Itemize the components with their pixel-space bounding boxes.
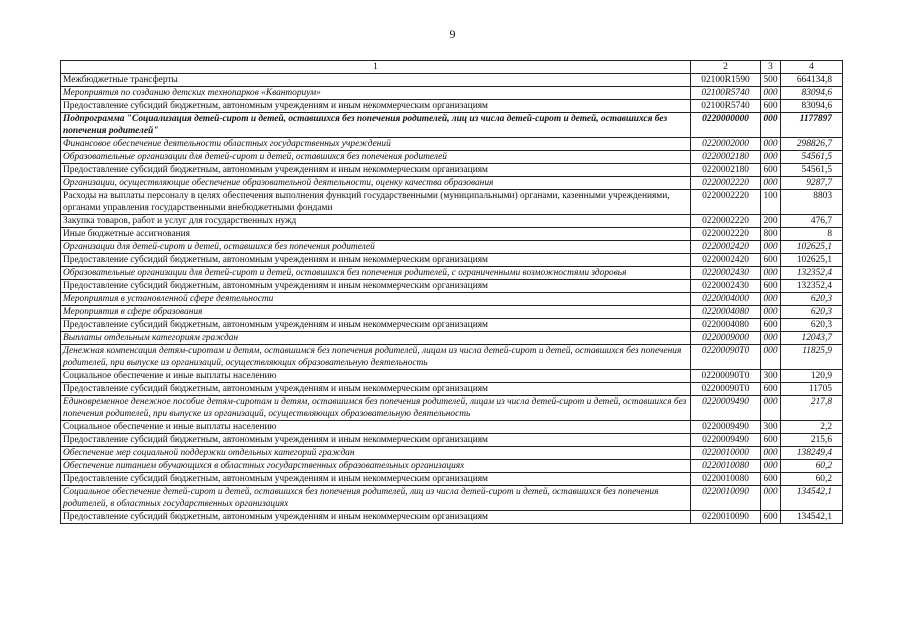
row-expense-type-cell: 000 [761, 306, 781, 319]
row-code-cell: 0220010090 [691, 511, 761, 524]
row-amount-cell: 120,9 [781, 370, 843, 383]
table-row [61, 434, 843, 447]
table-row [61, 332, 843, 345]
row-code-cell: 0220002220 [691, 228, 761, 241]
row-expense-type-cell: 000 [761, 138, 781, 151]
table-row [61, 87, 843, 100]
row-expense-type-cell: 000 [761, 293, 781, 306]
row-code-cell: 0220002430 [691, 267, 761, 280]
row-code-cell: 0220002180 [691, 164, 761, 177]
table-row [61, 345, 843, 370]
row-expense-type-cell: 000 [761, 87, 781, 100]
table-row [61, 151, 843, 164]
row-expense-type-cell: 000 [761, 177, 781, 190]
row-code-cell: 0220010090 [691, 486, 761, 511]
row-name-cell: Выплаты отдельным категориям граждан [61, 332, 691, 345]
table-row [61, 177, 843, 190]
row-code-cell: 0220009490 [691, 434, 761, 447]
table-row [61, 241, 843, 254]
table-row [61, 280, 843, 293]
row-expense-type-cell: 000 [761, 241, 781, 254]
row-name-cell: Предоставление субсидий бюджетным, автономным учреждениям и иным некоммерческим организациям [61, 383, 691, 396]
row-expense-type-cell: 600 [761, 383, 781, 396]
row-code-cell: 0220000000 [691, 113, 761, 138]
table-row [61, 511, 843, 524]
table-row [61, 215, 843, 228]
table-row [61, 228, 843, 241]
row-amount-cell: 134542,1 [781, 511, 843, 524]
header-col-2: 2 [691, 61, 761, 74]
row-name-cell: Предоставление субсидий бюджетным, автономным учреждениям и иным некоммерческим организациям [61, 434, 691, 447]
row-amount-cell: 620,3 [781, 293, 843, 306]
table-row [61, 267, 843, 280]
row-expense-type-cell: 000 [761, 396, 781, 421]
row-expense-type-cell: 800 [761, 228, 781, 241]
row-name-cell: Предоставление субсидий бюджетным, автономным учреждениям и иным некоммерческим организациям [61, 319, 691, 332]
row-amount-cell: 11705 [781, 383, 843, 396]
row-code-cell: 0220004080 [691, 319, 761, 332]
row-code-cell: 0220002220 [691, 177, 761, 190]
row-amount-cell: 132352,4 [781, 280, 843, 293]
table-row [61, 473, 843, 486]
row-name-cell: Организации для детей-сирот и детей, оставшихся без попечения родителей [61, 241, 691, 254]
row-expense-type-cell: 000 [761, 332, 781, 345]
header-col-1: 1 [61, 61, 691, 74]
row-amount-cell: 102625,1 [781, 254, 843, 267]
row-name-cell: Денежная компенсация детям-сиротам и детям, оставшимся без попечения родителей, лицам из числа детей-сирот и детей, оставшихся без попечения родителей, при выпуске из организаций, осуществляющих образовательную деятельность [61, 345, 691, 370]
row-code-cell: 0220009000 [691, 332, 761, 345]
budget-table-body [61, 61, 843, 524]
row-code-cell: 0220010080 [691, 460, 761, 473]
row-amount-cell: 134542,1 [781, 486, 843, 511]
header-row [61, 61, 843, 74]
table-row [61, 293, 843, 306]
row-code-cell: 02200090Т0 [691, 370, 761, 383]
row-name-cell: Образовательные организации для детей-сирот и детей, оставшихся без попечения родителей [61, 151, 691, 164]
row-expense-type-cell: 000 [761, 113, 781, 138]
row-code-cell: 02100R5740 [691, 87, 761, 100]
row-name-cell: Организации, осуществляющие обеспечение образовательной деятельности, оценку качества образования [61, 177, 691, 190]
row-amount-cell: 102625,1 [781, 241, 843, 254]
row-expense-type-cell: 100 [761, 190, 781, 215]
row-amount-cell: 83094,6 [781, 87, 843, 100]
row-expense-type-cell: 000 [761, 151, 781, 164]
row-name-cell: Мероприятия в установленной сфере деятельности [61, 293, 691, 306]
table-row [61, 306, 843, 319]
row-code-cell: 0220002420 [691, 241, 761, 254]
row-amount-cell: 298826,7 [781, 138, 843, 151]
row-code-cell: 0220009490 [691, 421, 761, 434]
row-amount-cell: 217,8 [781, 396, 843, 421]
row-amount-cell: 1177897 [781, 113, 843, 138]
row-code-cell: 02200090Т0 [691, 383, 761, 396]
row-code-cell: 0220002220 [691, 190, 761, 215]
row-code-cell: 0220002000 [691, 138, 761, 151]
row-amount-cell: 54561,5 [781, 151, 843, 164]
row-amount-cell: 132352,4 [781, 267, 843, 280]
row-code-cell: 0220004000 [691, 293, 761, 306]
row-name-cell: Финансовое обеспечение деятельности областных государственных учреждений [61, 138, 691, 151]
row-expense-type-cell: 000 [761, 267, 781, 280]
row-expense-type-cell: 600 [761, 511, 781, 524]
header-col-3: 3 [761, 61, 781, 74]
row-amount-cell: 11825,9 [781, 345, 843, 370]
row-name-cell: Расходы на выплаты персоналу в целях обеспечения выполнения функций государственными (муниципальными) органами, казенными учреждениями, органами управления государственными внебюджетными фондами [61, 190, 691, 215]
row-expense-type-cell: 600 [761, 254, 781, 267]
row-code-cell: 0220009490 [691, 396, 761, 421]
row-amount-cell: 8803 [781, 190, 843, 215]
header-col-4: 4 [781, 61, 843, 74]
table-row [61, 370, 843, 383]
row-expense-type-cell: 000 [761, 345, 781, 370]
row-amount-cell: 664134,8 [781, 74, 843, 87]
row-amount-cell: 60,2 [781, 473, 843, 486]
table-row [61, 113, 843, 138]
page-number: 9 [449, 27, 456, 41]
row-name-cell: Социальное обеспечение и иные выплаты населению [61, 370, 691, 383]
row-name-cell: Иные бюджетные ассигнования [61, 228, 691, 241]
row-expense-type-cell: 000 [761, 486, 781, 511]
row-amount-cell: 620,3 [781, 306, 843, 319]
row-code-cell: 0220010080 [691, 473, 761, 486]
row-amount-cell: 2,2 [781, 421, 843, 434]
row-code-cell: 0220002180 [691, 151, 761, 164]
table-row [61, 254, 843, 267]
row-amount-cell: 60,2 [781, 460, 843, 473]
table-row [61, 486, 843, 511]
row-expense-type-cell: 300 [761, 421, 781, 434]
row-name-cell: Предоставление субсидий бюджетным, автономным учреждениям и иным некоммерческим организациям [61, 511, 691, 524]
row-code-cell: 0220002420 [691, 254, 761, 267]
table-row [61, 396, 843, 421]
row-amount-cell: 620,3 [781, 319, 843, 332]
row-name-cell: Предоставление субсидий бюджетным, автономным учреждениям и иным некоммерческим организациям [61, 280, 691, 293]
row-amount-cell: 138249,4 [781, 447, 843, 460]
row-expense-type-cell: 600 [761, 164, 781, 177]
row-expense-type-cell: 600 [761, 280, 781, 293]
row-name-cell: Подпрограмма "Социализация детей-сирот и детей, оставшихся без попечения родителей, лиц из числа детей-сирот и детей, оставшихся без попечения родителей" [61, 113, 691, 138]
row-amount-cell: 12043,7 [781, 332, 843, 345]
row-expense-type-cell: 200 [761, 215, 781, 228]
table-row [61, 319, 843, 332]
row-name-cell: Межбюджетные трансферты [61, 74, 691, 87]
table-row [61, 190, 843, 215]
row-code-cell: 0220002430 [691, 280, 761, 293]
row-name-cell: Мероприятия в сфере образования [61, 306, 691, 319]
row-name-cell: Единовременное денежное пособие детям-сиротам и детям, оставшимся без попечения родителей, лицам из числа детей-сирот и детей, оставшихся без попечения родителей, при выпуске из организаций, осуществляющих образовательную деятельность [61, 396, 691, 421]
row-code-cell: 02100R1590 [691, 74, 761, 87]
row-amount-cell: 476,7 [781, 215, 843, 228]
table-row [61, 74, 843, 87]
row-expense-type-cell: 500 [761, 74, 781, 87]
row-expense-type-cell: 300 [761, 370, 781, 383]
row-name-cell: Предоставление субсидий бюджетным, автономным учреждениям и иным некоммерческим организациям [61, 164, 691, 177]
row-name-cell: Закупка товаров, работ и услуг для государственных нужд [61, 215, 691, 228]
table-row [61, 447, 843, 460]
row-name-cell: Предоставление субсидий бюджетным, автономным учреждениям и иным некоммерческим организациям [61, 254, 691, 267]
row-name-cell: Образовательные организации для детей-сирот и детей, оставшихся без попечения родителей, с ограниченными возможностями здоровья [61, 267, 691, 280]
row-code-cell: 0220010000 [691, 447, 761, 460]
table-row [61, 383, 843, 396]
row-expense-type-cell: 600 [761, 100, 781, 113]
table-row [61, 138, 843, 151]
row-name-cell: Обеспечение питанием обучающихся в областных государственных образовательных организациях [61, 460, 691, 473]
row-code-cell: 02100R5740 [691, 100, 761, 113]
row-name-cell: Предоставление субсидий бюджетным, автономным учреждениям и иным некоммерческим организациям [61, 473, 691, 486]
row-expense-type-cell: 000 [761, 460, 781, 473]
table-row [61, 421, 843, 434]
row-code-cell: 02200090Т0 [691, 345, 761, 370]
row-amount-cell: 8 [781, 228, 843, 241]
row-name-cell: Обеспечение мер социальной поддержки отдельных категорий граждан [61, 447, 691, 460]
table-row [61, 460, 843, 473]
row-expense-type-cell: 600 [761, 473, 781, 486]
row-name-cell: Предоставление субсидий бюджетным, автономным учреждениям и иным некоммерческим организациям [61, 100, 691, 113]
table-row [61, 100, 843, 113]
row-amount-cell: 54561,5 [781, 164, 843, 177]
row-name-cell: Социальное обеспечение детей-сирот и детей, оставшихся без попечения родителей, лиц из числа детей-сирот и детей, оставшихся без попечения родителей, в областных государственных организациях [61, 486, 691, 511]
row-name-cell: Социальное обеспечение и иные выплаты населению [61, 421, 691, 434]
row-expense-type-cell: 600 [761, 434, 781, 447]
row-amount-cell: 9287,7 [781, 177, 843, 190]
row-expense-type-cell: 000 [761, 447, 781, 460]
row-expense-type-cell: 600 [761, 319, 781, 332]
row-code-cell: 0220002220 [691, 215, 761, 228]
row-amount-cell: 215,6 [781, 434, 843, 447]
row-amount-cell: 83094,6 [781, 100, 843, 113]
table-row [61, 164, 843, 177]
row-name-cell: Мероприятия по созданию детских технопарков «Кванториум» [61, 87, 691, 100]
row-code-cell: 0220004080 [691, 306, 761, 319]
budget-table [60, 60, 843, 524]
